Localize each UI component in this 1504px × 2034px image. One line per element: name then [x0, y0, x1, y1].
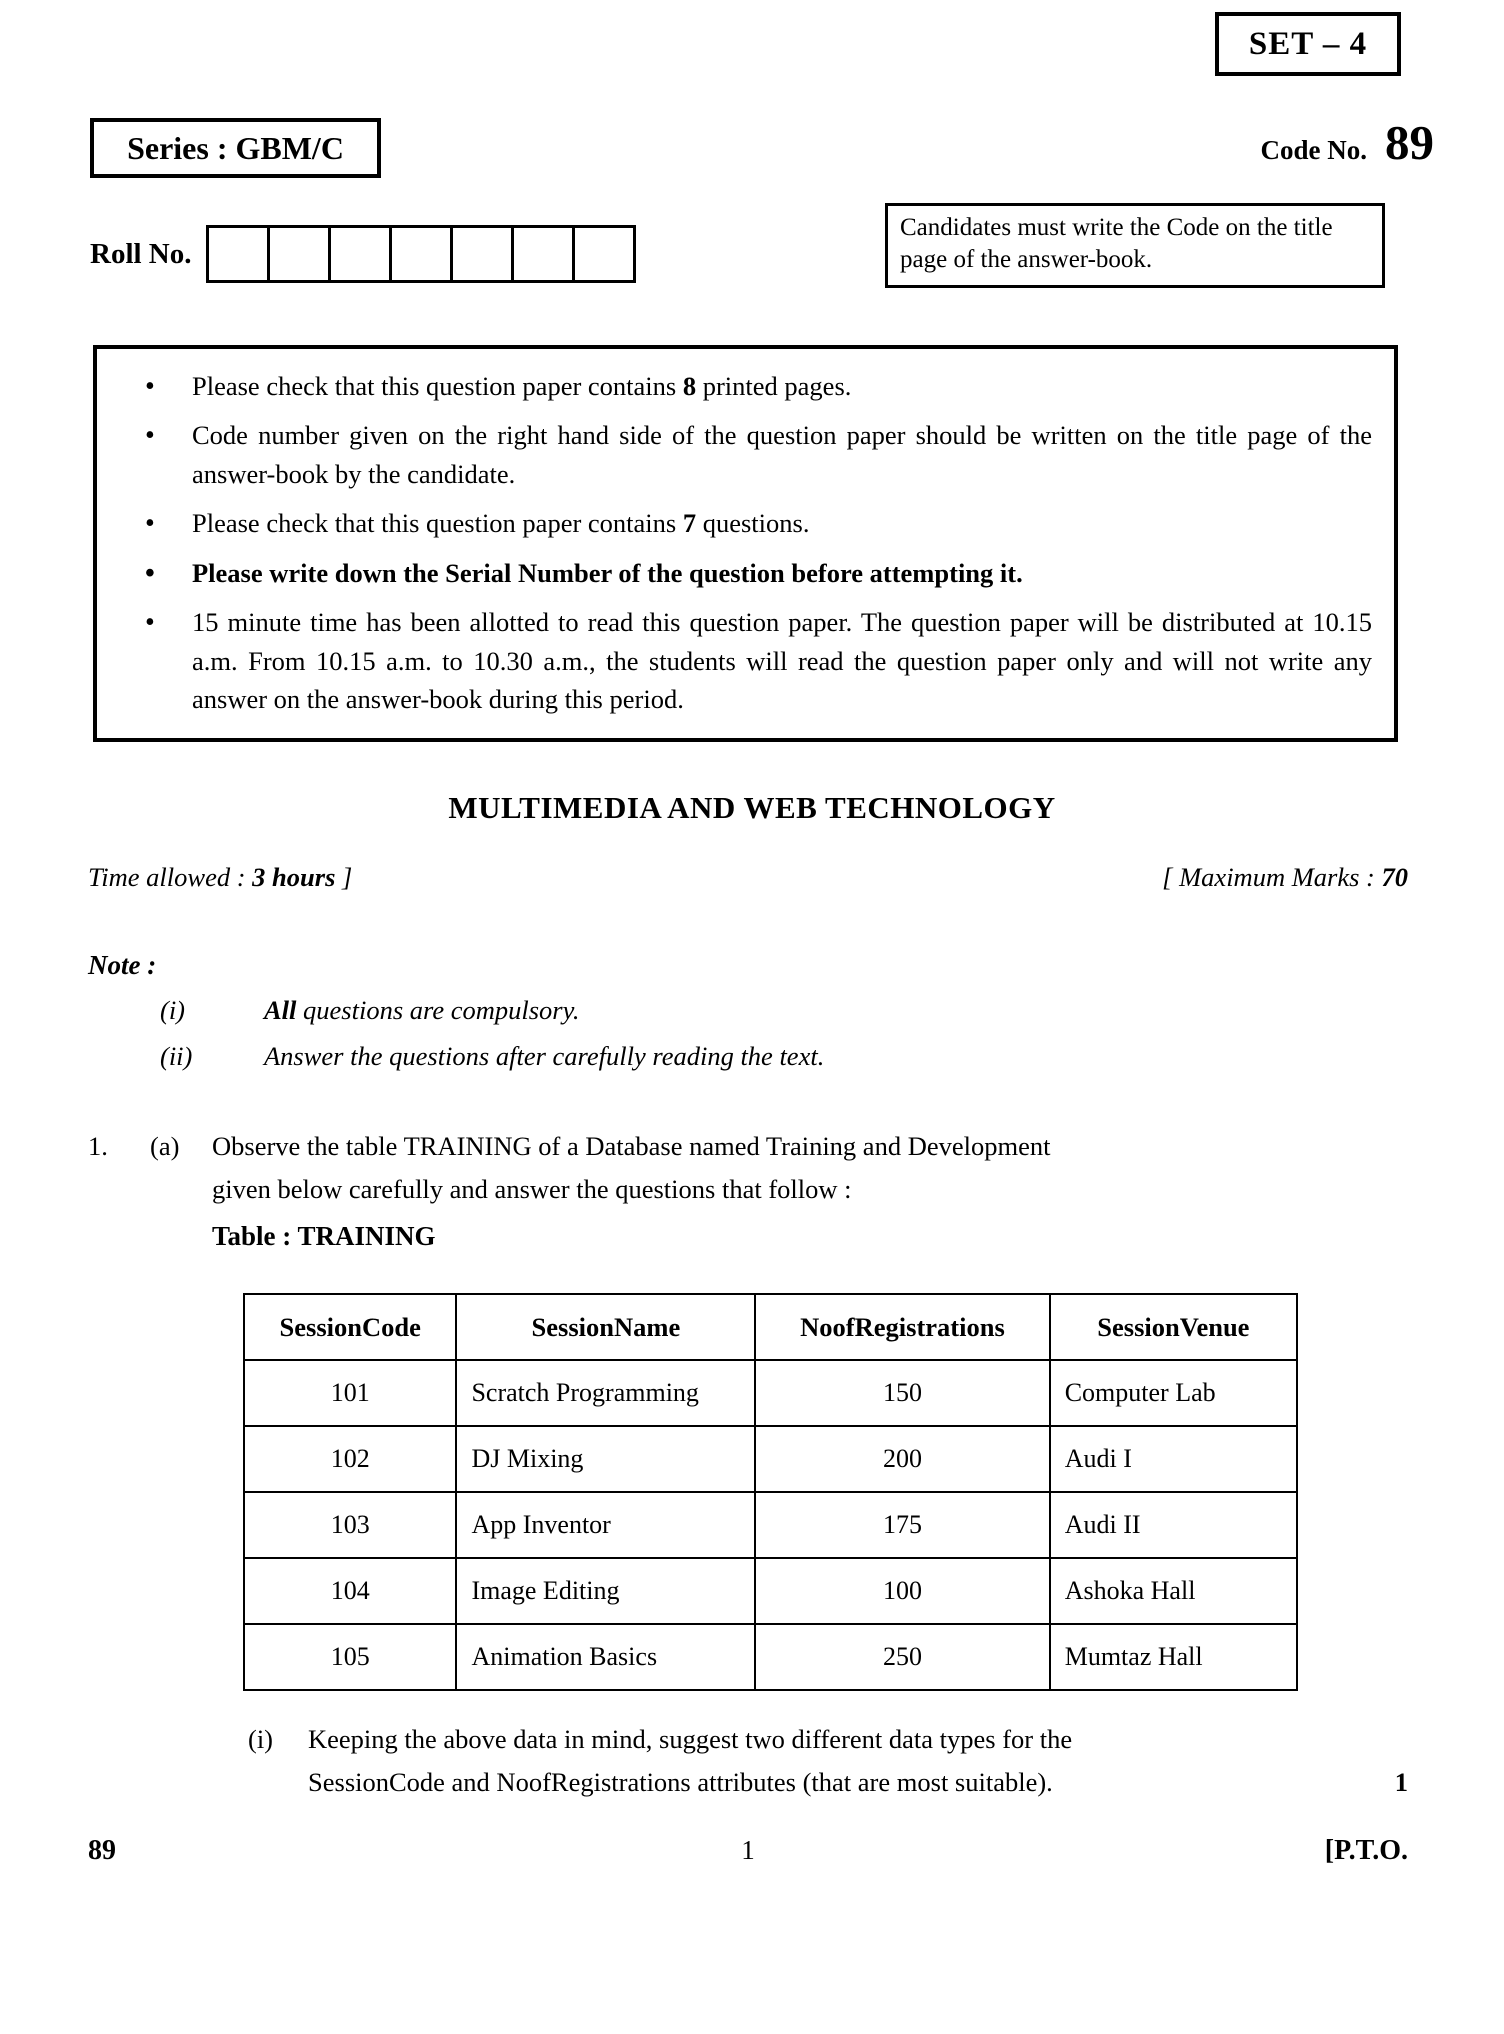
table-cell-sessionname: App Inventor: [456, 1492, 755, 1558]
question-1a-i-row: [248, 1718, 1408, 1804]
table-row: [244, 1492, 1297, 1558]
bullet-icon: •: [145, 371, 155, 402]
table-cell-sessionname: Scratch Programming: [456, 1360, 755, 1426]
note-item-text: All questions are compulsory.: [264, 995, 580, 1025]
question-1-block: [88, 1125, 1408, 1259]
time-and-marks-row: [88, 862, 1408, 893]
training-table: [243, 1293, 1298, 1691]
instruction-emphasis: 8: [682, 371, 697, 401]
maximum-marks-value: 70: [1381, 862, 1408, 892]
note-items-list: [160, 995, 1260, 1087]
roll-number-label: Roll No.: [90, 237, 192, 270]
footer-pto-label: [P.T.O.: [1324, 1835, 1408, 1866]
table-cell-noofregistrations: 250: [755, 1624, 1049, 1690]
table-cell-sessionvenue: Audi I: [1050, 1426, 1297, 1492]
table-cell-sessioncode: 102: [244, 1426, 456, 1492]
instruction-text: Please write down the Serial Number of the question before attempting it.: [192, 557, 1023, 588]
table-cell-noofregistrations: 175: [755, 1492, 1049, 1558]
column-header-sessioncode: SessionCode: [244, 1294, 456, 1360]
instruction-text: Please check that this question paper contains 8 printed pages.: [192, 371, 852, 401]
set-number-label: SET – 4: [1248, 25, 1368, 62]
page-footer: [88, 1835, 1408, 1867]
roll-number-cell[interactable]: [575, 228, 636, 280]
series-box: [90, 118, 381, 178]
table-cell-sessionname: Image Editing: [456, 1558, 755, 1624]
table-cell-sessioncode: 104: [244, 1558, 456, 1624]
question-1-part-label: (a): [150, 1131, 180, 1161]
note-item-emphasis: All: [264, 995, 297, 1025]
question-1a-i-marks: 1: [1394, 1766, 1408, 1797]
question-1a-i-line-2-row: [308, 1761, 1408, 1804]
instruction-text: 15 minute time has been allotted to read this question paper. The question paper will be distributed at 10.15 a.m. From 10.15 a.m. to 10.30 a.m., the students will read the question paper only and will not write any answer on the answer-book during this period.: [192, 607, 1372, 714]
table-cell-sessionvenue: Audi II: [1050, 1492, 1297, 1558]
note-item: [160, 1041, 1260, 1072]
instructions-list: [119, 367, 1372, 718]
bullet-icon: •: [145, 508, 155, 540]
bullet-icon: •: [145, 557, 155, 589]
table-row: [244, 1558, 1297, 1624]
column-header-sessionvenue: SessionVenue: [1050, 1294, 1297, 1360]
roll-number-cell[interactable]: [209, 228, 270, 280]
roll-number-cell[interactable]: [453, 228, 514, 280]
table-cell-sessioncode: 101: [244, 1360, 456, 1426]
question-1-line-1: Observe the table TRAINING of a Database named Training and Development: [212, 1131, 1051, 1161]
roll-number-cell[interactable]: [392, 228, 453, 280]
note-item-roman: (ii): [160, 1041, 193, 1071]
column-header-noofregistrations: NoofRegistrations: [755, 1294, 1049, 1360]
bullet-icon: •: [145, 607, 155, 639]
table-caption: Table : TRAINING: [212, 1220, 436, 1251]
note-item-text: Answer the questions after carefully reading the text.: [264, 1041, 825, 1071]
instruction-text: Code number given on the right hand side of the question paper should be written on the title page of the answer-book by the candidate.: [192, 420, 1372, 489]
table-row: [244, 1360, 1297, 1426]
page-title: MULTIMEDIA AND WEB TECHNOLOGY: [448, 790, 1056, 825]
column-header-sessionname: SessionName: [456, 1294, 755, 1360]
instruction-item: [119, 504, 1372, 542]
note-heading: Note :: [88, 950, 157, 980]
roll-number-group: [90, 225, 636, 283]
footer-page-number: 1: [741, 1835, 755, 1865]
code-number-group: [1260, 115, 1435, 170]
roll-number-input-boxes[interactable]: [206, 225, 636, 283]
table-cell-noofregistrations: 200: [755, 1426, 1049, 1492]
time-allowed: [88, 862, 352, 893]
bullet-icon: •: [145, 420, 155, 452]
instruction-item: [119, 603, 1372, 718]
question-1a-i-line-2: SessionCode and NoofRegistrations attributes (that are most suitable).: [308, 1766, 1053, 1797]
time-allowed-prefix: Time allowed :: [88, 862, 253, 892]
table-cell-sessionname: DJ Mixing: [456, 1426, 755, 1492]
roll-number-cell[interactable]: [331, 228, 392, 280]
instruction-item: [119, 554, 1372, 592]
maximum-marks-prefix: [ Maximum Marks :: [1162, 862, 1382, 892]
question-1a-i-line-1: Keeping the above data in mind, suggest two different data types for the: [308, 1724, 1073, 1754]
set-number-box: [1215, 12, 1401, 76]
series-label: Series : GBM/C: [127, 129, 344, 166]
code-number-value: 89: [1385, 115, 1434, 170]
table-header-row: [244, 1294, 1297, 1360]
table-cell-sessioncode: 103: [244, 1492, 456, 1558]
table-cell-sessionname: Animation Basics: [456, 1624, 755, 1690]
candidates-code-note: [885, 203, 1385, 288]
table-row: [244, 1624, 1297, 1690]
question-1-text: [212, 1125, 1408, 1259]
table-cell-sessioncode: 105: [244, 1624, 456, 1690]
instruction-item: [119, 367, 1372, 405]
table-cell-sessionvenue: Mumtaz Hall: [1050, 1624, 1297, 1690]
code-number-label: Code No.: [1260, 135, 1367, 165]
table-cell-sessionvenue: Computer Lab: [1050, 1360, 1297, 1426]
footer-code-number: 89: [88, 1835, 116, 1866]
question-1-line-2: given below carefully and answer the questions that follow :: [212, 1173, 852, 1204]
question-1a-i-text: [308, 1718, 1408, 1804]
roll-number-cell[interactable]: [270, 228, 331, 280]
instruction-text: Please check that this question paper contains 7 questions.: [192, 508, 810, 539]
note-item: [160, 995, 1260, 1026]
maximum-marks: [1162, 862, 1408, 893]
question-1-number: 1.: [88, 1131, 108, 1161]
question-1a-i-block: [248, 1718, 1408, 1804]
question-1-row: [88, 1125, 1408, 1259]
question-1a-i-roman: (i): [248, 1724, 274, 1754]
time-allowed-value: 3 hours: [252, 862, 336, 892]
table-cell-sessionvenue: Ashoka Hall: [1050, 1558, 1297, 1624]
table-cell-noofregistrations: 100: [755, 1558, 1049, 1624]
time-allowed-suffix: ]: [335, 862, 353, 892]
roll-number-cell[interactable]: [514, 228, 575, 280]
table-cell-noofregistrations: 150: [755, 1360, 1049, 1426]
note-item-roman: (i): [160, 995, 186, 1025]
candidates-code-note-text: Candidates must write the Code on the title page of the answer-book.: [900, 214, 1333, 273]
instruction-item: [119, 416, 1372, 493]
instruction-emphasis: 7: [682, 508, 697, 539]
instructions-box: [93, 345, 1398, 742]
table-row: [244, 1426, 1297, 1492]
